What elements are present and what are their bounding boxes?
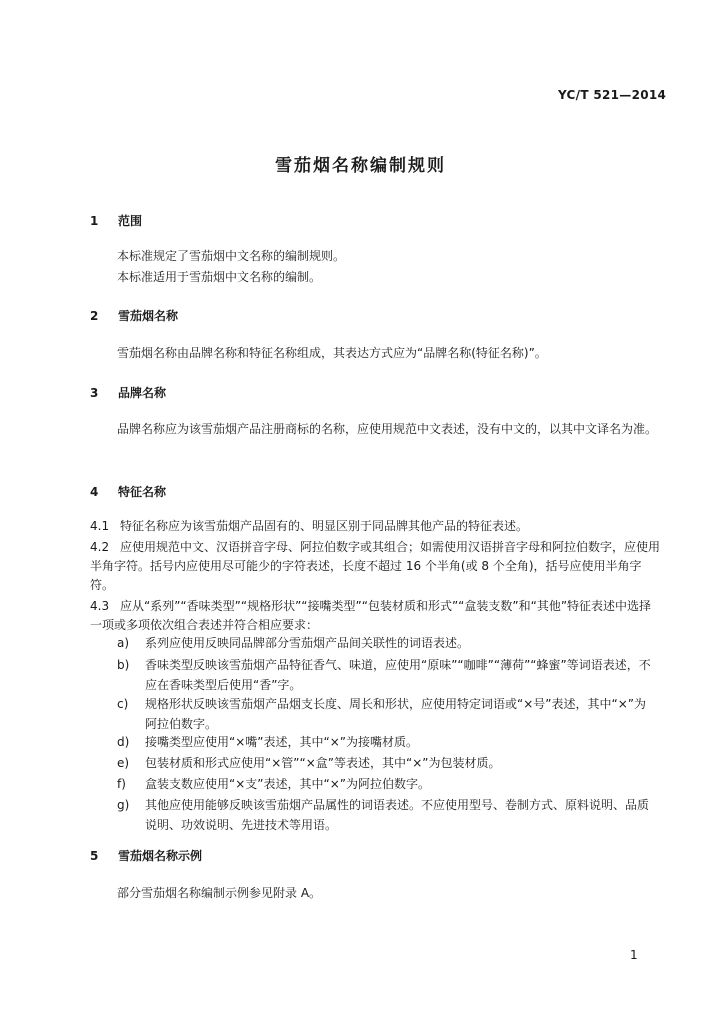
list-text: 包装材质和形式应使用“×管”“×盒”等表述，其中“×”为包装材质。 — [145, 756, 501, 770]
clause-text: 应使用规范中文、汉语拼音字母、阿拉伯数字或其组合；如需使用汉语拼音字母和阿拉伯数字，应使用半角字符。括号内应使用尽可能少的字符表述，长度不超过 16 个半角(或 8 个全角)，括号应使用半角字符。 — [90, 540, 661, 592]
list-marker: d) — [117, 735, 130, 749]
section-1-paragraph-2: 本标准适用于雪茄烟中文名称的编制。 — [117, 270, 322, 284]
clause-number: 4.3 — [90, 599, 110, 613]
clause-number: 4.2 — [90, 540, 110, 554]
list-marker: a) — [117, 636, 130, 650]
list-marker: c) — [117, 697, 129, 711]
list-text: 规格形状反映该雪茄烟产品烟支长度、周长和形状，应使用特定词语或“×号”表述，其中“×”为阿拉伯数字。 — [145, 697, 646, 731]
clause-4-1 — [90, 517, 662, 536]
section-5-paragraph-1: 部分雪茄烟名称编制示例参见附录 A。 — [117, 886, 322, 900]
page-number: 1 — [630, 948, 638, 962]
section-3-paragraph-1: 品牌名称应为该雪茄烟产品注册商标的名称，应使用规范中文表述，没有中文的，以其中文译名为准。 — [117, 422, 658, 436]
section-4-heading — [90, 483, 166, 500]
list-text: 香味类型反映该雪茄烟产品特征香气、味道，应使用“原味”“咖啡”“薄荷”“蜂蜜”等词语表述，不应在香味类型后使用“香”字。 — [145, 658, 651, 692]
section-title: 雪茄烟名称示例 — [118, 849, 203, 863]
section-number: 1 — [90, 214, 99, 228]
list-marker: e) — [117, 756, 130, 770]
clause-text: 特征名称应为该雪茄烟产品固有的、明显区别于同品牌其他产品的特征表述。 — [120, 519, 529, 533]
section-2-heading — [90, 307, 178, 324]
clause-4-2 — [90, 538, 662, 595]
section-2-paragraph-1: 雪茄烟名称由品牌名称和特征名称组成，其表达方式应为“品牌名称(特征名称)”。 — [117, 346, 547, 360]
section-number: 5 — [90, 849, 99, 863]
list-text: 系列应使用反映同品牌部分雪茄烟产品间关联性的词语表述。 — [145, 636, 470, 650]
section-title: 品牌名称 — [118, 386, 167, 400]
list-marker: b) — [117, 658, 130, 672]
clause-text: 应从“系列”“香味类型”“规格形状”“接嘴类型”“包装材质和形式”“盒装支数”和“其他”特征表述中选择一项或多项依次组合表述并符合相应要求： — [90, 599, 652, 632]
list-text: 接嘴类型应使用“×嘴”表述，其中“×”为接嘴材质。 — [145, 735, 418, 749]
list-marker: f) — [117, 777, 126, 791]
list-marker: g) — [117, 798, 130, 812]
section-1-heading — [90, 212, 142, 229]
list-text: 其他应使用能够反映该雪茄烟产品属性的词语表述。不应使用型号、卷制方式、原料说明、品质说明、功效说明、先进技术等用语。 — [145, 798, 650, 832]
section-5-heading — [90, 847, 202, 864]
list-text: 盒装支数应使用“×支”表述，其中“×”为阿拉伯数字。 — [145, 777, 430, 791]
section-1-paragraph-1: 本标准规定了雪茄烟中文名称的编制规则。 — [117, 249, 346, 263]
document-title: 雪茄烟名称编制规则 — [275, 156, 446, 176]
section-number: 4 — [90, 485, 99, 499]
section-title: 特征名称 — [118, 485, 167, 499]
clause-number: 4.1 — [90, 519, 110, 533]
standard-number: YC/T 521—2014 — [558, 88, 667, 102]
section-title: 范围 — [118, 214, 143, 228]
section-title: 雪茄烟名称 — [118, 309, 179, 323]
section-number: 3 — [90, 386, 99, 400]
section-number: 2 — [90, 309, 99, 323]
clause-4-3 — [90, 597, 662, 635]
section-3-heading — [90, 384, 166, 401]
